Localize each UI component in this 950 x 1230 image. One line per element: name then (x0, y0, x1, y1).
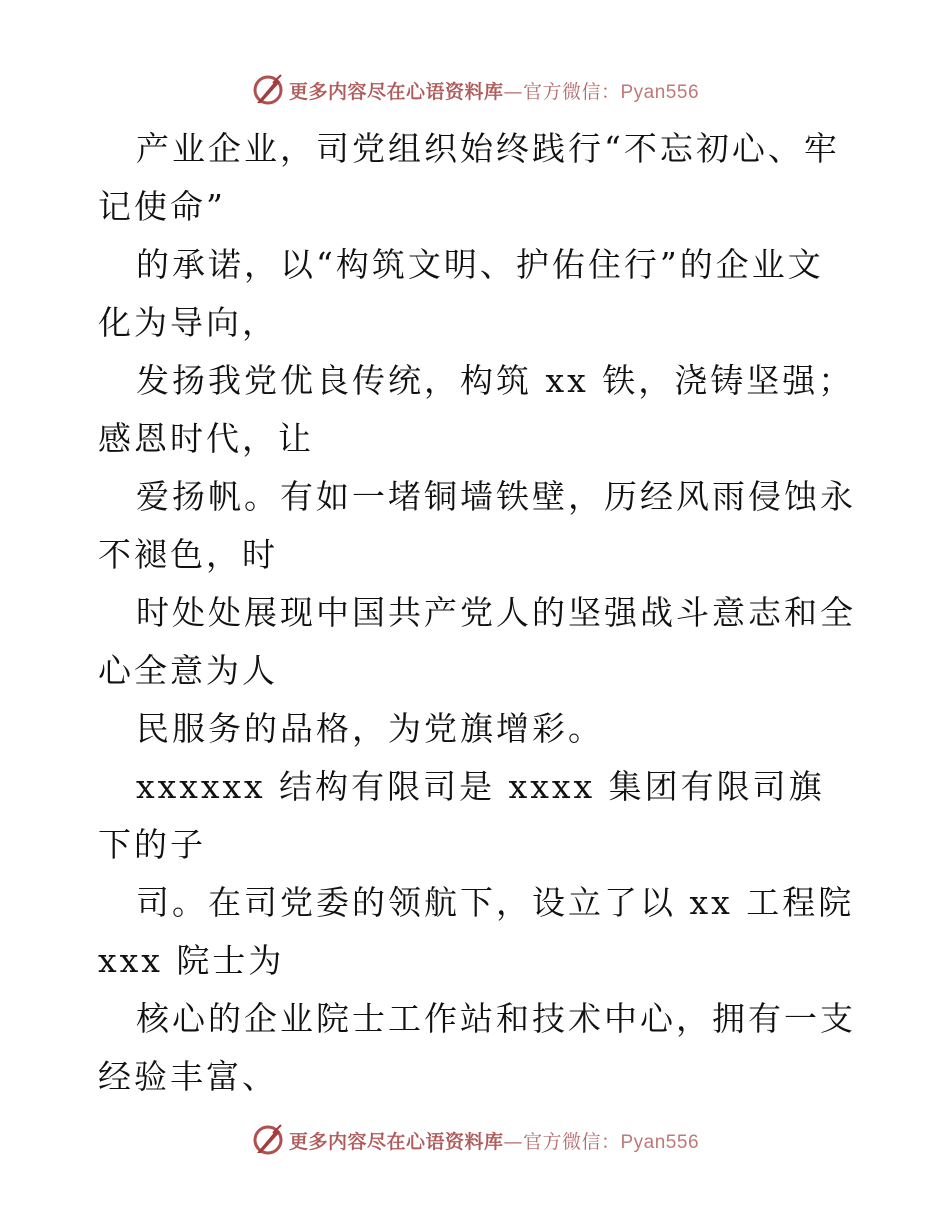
header-banner-text (289, 77, 699, 104)
header-banner (0, 70, 950, 110)
paragraph-1: 产业企业，司党组织始终践行“不忘初心、牢记使命” (98, 129, 840, 226)
paragraph-8: 司。在司党委的领航下，设立了以 xx 工程院 xxx 院士为 (98, 883, 855, 980)
paragraph-4: 爱扬帆。有如一堵铜墙铁壁，历经风雨侵蚀永不褪色，时 (98, 477, 856, 574)
footer-separator: — (503, 1130, 523, 1153)
paragraph-7: xxxxxx 结构有限司是 xxxx 集团有限司旗下的子 (98, 767, 825, 864)
footer-wechat-id: Pyan556 (620, 1131, 700, 1153)
header-brand: 更多内容尽在心语资料库 (288, 80, 504, 103)
paragraph-2: 的承诺，以“构筑文明、护佑住行”的企业文化为导向， (98, 245, 824, 342)
footer-banner (0, 1120, 950, 1160)
header-separator: — (503, 80, 523, 103)
header-wechat-label: 官方微信： (522, 80, 621, 103)
footer-brand: 更多内容尽在心语资料库 (288, 1130, 504, 1153)
footer-banner-text (289, 1127, 699, 1154)
footer-wechat-label: 官方微信： (522, 1130, 621, 1153)
paragraph-9: 核心的企业院士工作站和技术中心，拥有一支经验丰富、 (98, 999, 856, 1096)
paragraph-3: 发扬我党优良传统，构筑 xx 铁，浇铸坚强；感恩时代，让 (98, 361, 855, 458)
paragraph-6: 民服务的品格，为党旗增彩。 (136, 709, 604, 748)
quill-pen-logo-icon (251, 1123, 285, 1157)
header-wechat-id: Pyan556 (620, 81, 700, 103)
document-body (98, 120, 858, 1106)
quill-pen-logo-icon (251, 73, 285, 107)
paragraph-5: 时处处展现中国共产党人的坚强战斗意志和全心全意为人 (98, 593, 856, 690)
